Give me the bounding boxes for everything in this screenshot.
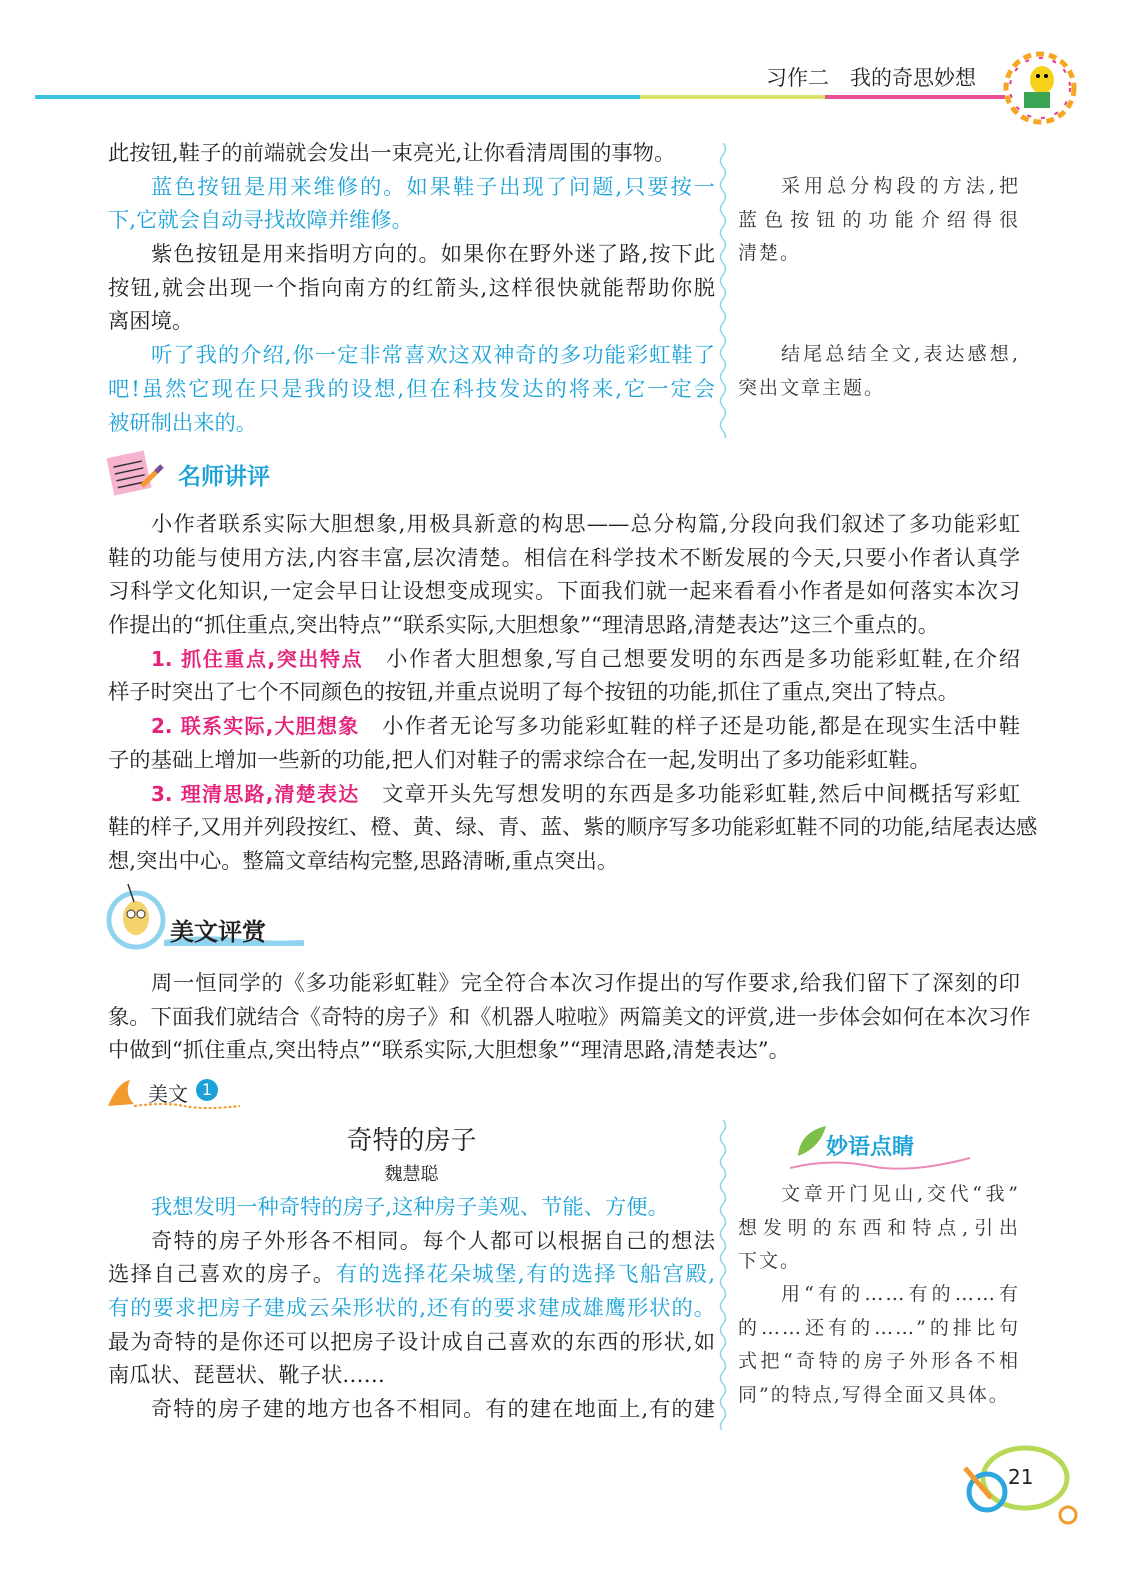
mascot-reading-icon xyxy=(1000,48,1080,128)
highlighted-text: 蓝色按钮是用来维修的。如果鞋子出现了问题,只要按一 xyxy=(151,174,715,200)
note-line: 突出文章主题。 xyxy=(738,376,886,399)
note-line: 式把“奇特的房子外形各不相 xyxy=(738,1350,1020,1373)
text-segment: 小作者无论写多功能彩虹鞋的样子还是功能,都是在现实生活中鞋 xyxy=(359,714,1021,740)
text-line: 奇特的房子外形各不相同。每个人都可以根据自己的想法 xyxy=(151,1228,715,1254)
text-line: 象。下面我们就结合《奇特的房子》和《机器人啦啦》两篇美文的评赏,进一步体会如何在本次习作 xyxy=(108,1004,1031,1030)
text-line: 按钮,就会出现一个指向南方的红箭头,这样很快就能帮助你脱 xyxy=(108,275,715,301)
text-segment: 文章开头先写想发明的东西是多功能彩虹鞋,然后中间概括写彩虹 xyxy=(359,781,1021,807)
side-heading: 妙语点睛 xyxy=(826,1135,915,1160)
note-line: 同”的特点,写得全面又具体。 xyxy=(738,1384,1010,1407)
text-line xyxy=(108,643,1020,677)
section-heading-appreciation: 美文评赏 xyxy=(170,918,266,946)
header-rule-pink xyxy=(825,95,1005,99)
highlighted-text: 有的选择花朵城堡,有的选择飞船宫殿, xyxy=(335,1262,715,1288)
text-line xyxy=(108,1292,715,1326)
highlighted-text: 我想发明一种奇特的房子,这种房子美观、节能、方便。 xyxy=(151,1195,669,1220)
note-line: 结尾总结全文,表达感想, xyxy=(781,343,1020,365)
point-heading: 1. 抓住重点,突出特点 xyxy=(151,646,364,671)
text-line: 奇特的房子建的地方也各不相同。有的建在地面上,有的建 xyxy=(151,1397,715,1423)
text-line xyxy=(108,1258,715,1292)
notepad-pencil-icon xyxy=(106,448,164,498)
essay-continuation xyxy=(108,137,715,440)
text-line xyxy=(108,204,715,238)
text-line xyxy=(108,407,715,441)
highlighted-text: 下,它就会自动寻找故障并维修。 xyxy=(108,208,413,234)
note-line: 文章开门见山,交代“我” xyxy=(781,1183,1020,1205)
text-line xyxy=(108,778,1020,812)
note-line: 采用总分构段的方法,把 xyxy=(781,175,1020,197)
text-segment: 选择自己喜欢的房子。 xyxy=(108,1262,336,1288)
text-line: 周一恒同学的《多功能彩虹鞋》完全符合本次习作提出的写作要求,给我们留下了深刻的印 xyxy=(151,971,1020,996)
text-segment: 小作者大胆想象,写自己想要发明的东西是多功能彩虹鞋,在介绍 xyxy=(363,646,1020,672)
note-line: 蓝色按钮的功能介绍得很 xyxy=(738,208,1020,231)
text-line xyxy=(108,373,715,407)
text-line: 南瓜状、琵琶状、靴子状…… xyxy=(108,1363,385,1389)
text-line: 想,突出中心。整篇文章结构完整,思路清晰,重点突出。 xyxy=(108,848,619,874)
text-line: 最为奇特的是你还可以把房子设计成自己喜欢的东西的形状,如 xyxy=(108,1329,715,1355)
essay-label: 美文 xyxy=(148,1082,188,1106)
essay-title: 奇特的房子 xyxy=(346,1126,477,1156)
text-line: 中做到“抓住重点,突出特点”“联系实际,大胆想象”“理清思路,清楚表达”。 xyxy=(108,1038,790,1064)
margin-note xyxy=(738,1278,1020,1413)
teacher-comment xyxy=(108,508,1038,879)
highlighted-text: 被研制出来的。 xyxy=(108,410,258,436)
text-line xyxy=(108,1191,715,1225)
point-heading: 2. 联系实际,大胆想象 xyxy=(151,714,360,739)
essay-number-badge: 1 xyxy=(196,1079,218,1101)
wavy-divider xyxy=(716,143,730,438)
highlighted-text: 吧!虽然它现在只是我的设想,但在科技发达的将来,它一定会 xyxy=(108,376,715,402)
text-line: 子的基础上增加一些新的功能,把人们对鞋子的需求综合在一起,发明出了多功能彩虹鞋。 xyxy=(108,747,931,773)
text-line xyxy=(108,171,715,205)
point-heading: 3. 理清思路,清楚表达 xyxy=(151,781,360,806)
margin-note xyxy=(738,170,1020,271)
header-rule-cyan xyxy=(35,95,640,99)
text-line: 习科学文化知识,一定会早日让设想变成现实。下面我们就一起来看看小作者是如何落实本次习 xyxy=(108,579,1020,605)
wavy-divider xyxy=(716,1120,730,1430)
appreciation-intro xyxy=(108,967,1031,1068)
text-line: 鞋的功能与使用方法,内容丰富,层次清楚。相信在科学技术不断发展的今天,只要小作者认真学 xyxy=(108,545,1020,571)
chapter-title: 习作二 我的奇思妙想 xyxy=(766,66,976,90)
highlighted-text: 听了我的介绍,你一定非常喜欢这双神奇的多功能彩虹鞋了 xyxy=(151,343,715,369)
margin-note xyxy=(738,338,1020,405)
note-line: 想发明的东西和特点,引出 xyxy=(738,1216,1020,1239)
text-line: 样子时突出了七个不同颜色的按钮,并重点说明了每个按钮的功能,抓住了重点,突出了特点。 xyxy=(108,680,959,706)
margin-note xyxy=(738,1178,1020,1279)
text-line: 紫色按钮是用来指明方向的。如果你在野外迷了路,按下此 xyxy=(151,242,715,268)
essay-author: 魏慧聪 xyxy=(384,1164,439,1185)
essay-body xyxy=(108,1191,715,1427)
text-line xyxy=(108,339,715,373)
text-line: 作提出的“抓住重点,突出特点”“联系实际,大胆想象”“理清思路,清楚表达”这三个重点的。 xyxy=(108,613,940,639)
text-line: 此按钮,鞋子的前端就会发出一束亮光,让你看清周围的事物。 xyxy=(108,141,676,166)
note-line: 清楚。 xyxy=(738,242,802,265)
note-line: 用“有的……有的……有 xyxy=(781,1283,1020,1305)
header-rule-lime xyxy=(640,95,825,99)
note-line: 的……还有的……”的排比句 xyxy=(738,1316,1020,1339)
highlighted-text: 有的要求把房子建成云朵形状的,还有的要求建成雄鹰形状的。 xyxy=(108,1296,715,1322)
note-line: 下文。 xyxy=(738,1250,802,1273)
text-line: 小作者联系实际大胆想象,用极具新意的构思——总分构篇,分段向我们叙述了多功能彩虹 xyxy=(151,512,1020,537)
text-line xyxy=(108,710,1020,744)
page-number: 21 xyxy=(1008,1465,1034,1489)
text-line: 离困境。 xyxy=(108,309,194,335)
text-line: 鞋的样子,又用并列段按红、橙、黄、绿、青、蓝、紫的顺序写多功能彩虹鞋不同的功能,结尾表达感 xyxy=(108,815,1038,841)
section-heading-teacher: 名师讲评 xyxy=(178,464,270,490)
